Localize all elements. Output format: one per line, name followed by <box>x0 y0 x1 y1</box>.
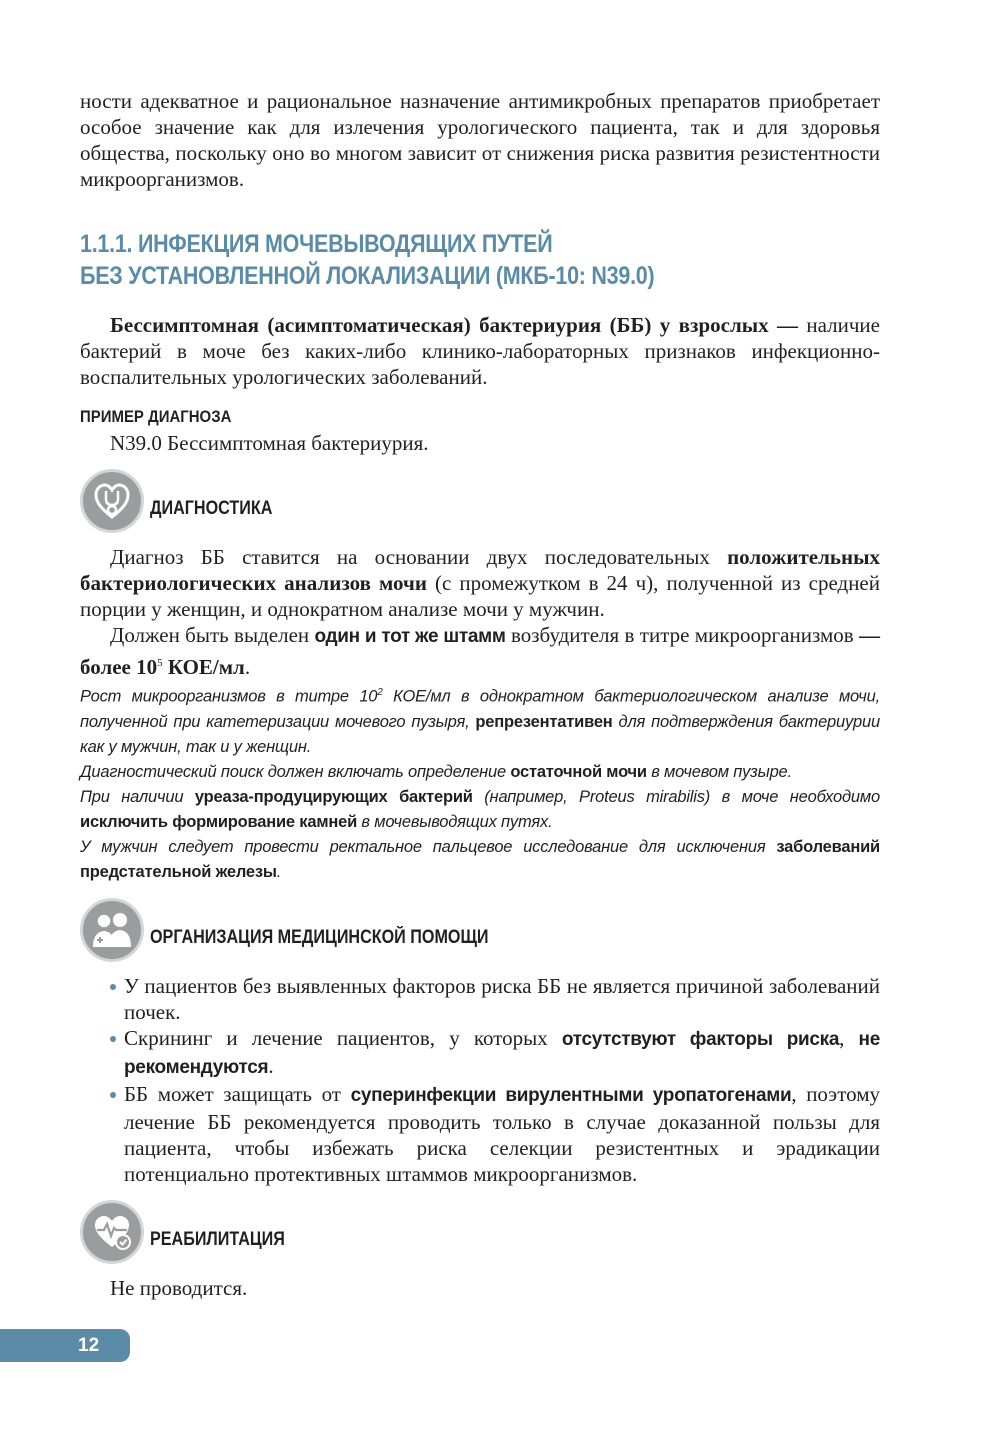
intro-paragraph: ности адекватное и рациональное назначение антимикробных препаратов приобретает особое значение как для излечения урологического пациента, так и для здоровья общества, поскольку оно во многом зависит от снижения риска развития резистентности микроорганизмов. <box>80 89 880 191</box>
rehabilitation-text: Не проводится. <box>110 1275 248 1300</box>
diagnostics-note-1: Рост микроорганизмов в титре $10^2$ КОЕ/мл в однократном бактериологическом анализе мочи, полученной при катетеризации мочевого пузыря, репрезентативен для подтверждения бактериурии как у мужчин, так и у женщин. <box>80 687 880 756</box>
organization-section-header <box>80 897 880 963</box>
stethoscope-icon <box>80 469 144 533</box>
diagnostics-paragraph-1: Диагноз ББ ставится на основании двух последовательных положительных бактериологических анализов мочи (с промежутком в 24 ч), полученной из средней порции у женщин, и однократном анализе мочи у мужчин. <box>80 545 880 621</box>
list-item: ББ может защищать от суперинфекции вирулентными уропатогенами, поэтому лечение ББ рекомендуется проводить только в случае доказанной пользы для пациента, чтобы избежать риска селекции резистентных и эрадикации потенциально протективных штаммов микроорганизмов. <box>80 1081 880 1187</box>
diagnostics-section-header <box>80 468 880 534</box>
diagnosis-example-heading: ПРИМЕР ДИАГНОЗА <box>80 407 232 426</box>
diagnostics-note-2: Диагностический поиск должен включать определение остаточной мочи в мочевом пузыре. <box>80 762 792 781</box>
diagnostics-paragraph-2: Должен быть выделен один и тот же штамм возбудителя в титре микроорганизмов — более $10^5$ КОЕ/мл. <box>80 623 880 679</box>
page-content <box>80 88 880 1301</box>
rehabilitation-title: РЕАБИЛИТАЦИЯ <box>150 1228 285 1250</box>
page-number: 12 <box>0 1329 130 1362</box>
chapter-title-line-1: 1.1.1. ИНФЕКЦИЯ МОЧЕВЫВОДЯЩИХ ПУТЕЙ <box>80 230 553 258</box>
organization-list <box>80 973 880 1187</box>
chapter-title <box>80 228 768 292</box>
chapter-title-line-2: БЕЗ УСТАНОВЛЕННОЙ ЛОКАЛИЗАЦИИ (МКБ-10: N39.0) <box>80 262 655 290</box>
diagnostics-title: ДИАГНОСТИКА <box>150 498 273 519</box>
diagnosis-example-text: N39.0 Бессимптомная бактериурия. <box>110 431 429 455</box>
definition-paragraph: Бессимптомная (асимптоматическая) бактериурия (ББ) у взрослых — наличие бактерий в моче без каких-либо клинико-лабораторных признаков инфекционно-воспалительных урологических заболеваний. <box>80 313 880 389</box>
heart-pulse-icon <box>80 1200 144 1264</box>
list-item: Скрининг и лечение пациентов, у которых отсутствуют факторы риска, не рекомендуются. <box>80 1025 880 1081</box>
list-item: У пациентов без выявленных факторов риска ББ не является причиной заболеваний почек. <box>80 973 880 1025</box>
rehabilitation-section-header <box>80 1199 880 1265</box>
definition-term: Бессимптомная (асимптоматическая) бактериурия (ББ) у взрослых — <box>110 313 799 337</box>
diagnostics-note-3: При наличии уреаза-продуцирующих бактерий (например, Proteus mirabilis) в моче необходимо исключить формирование камней в мочевыводящих путях. <box>80 787 880 831</box>
organization-title: ОРГАНИЗАЦИЯ МЕДИЦИНСКОЙ ПОМОЩИ <box>150 926 489 948</box>
medical-staff-icon <box>80 898 144 962</box>
diagnostics-note-4: У мужчин следует провести ректальное пальцевое исследование для исключения заболеваний предстательной железы. <box>80 837 880 881</box>
